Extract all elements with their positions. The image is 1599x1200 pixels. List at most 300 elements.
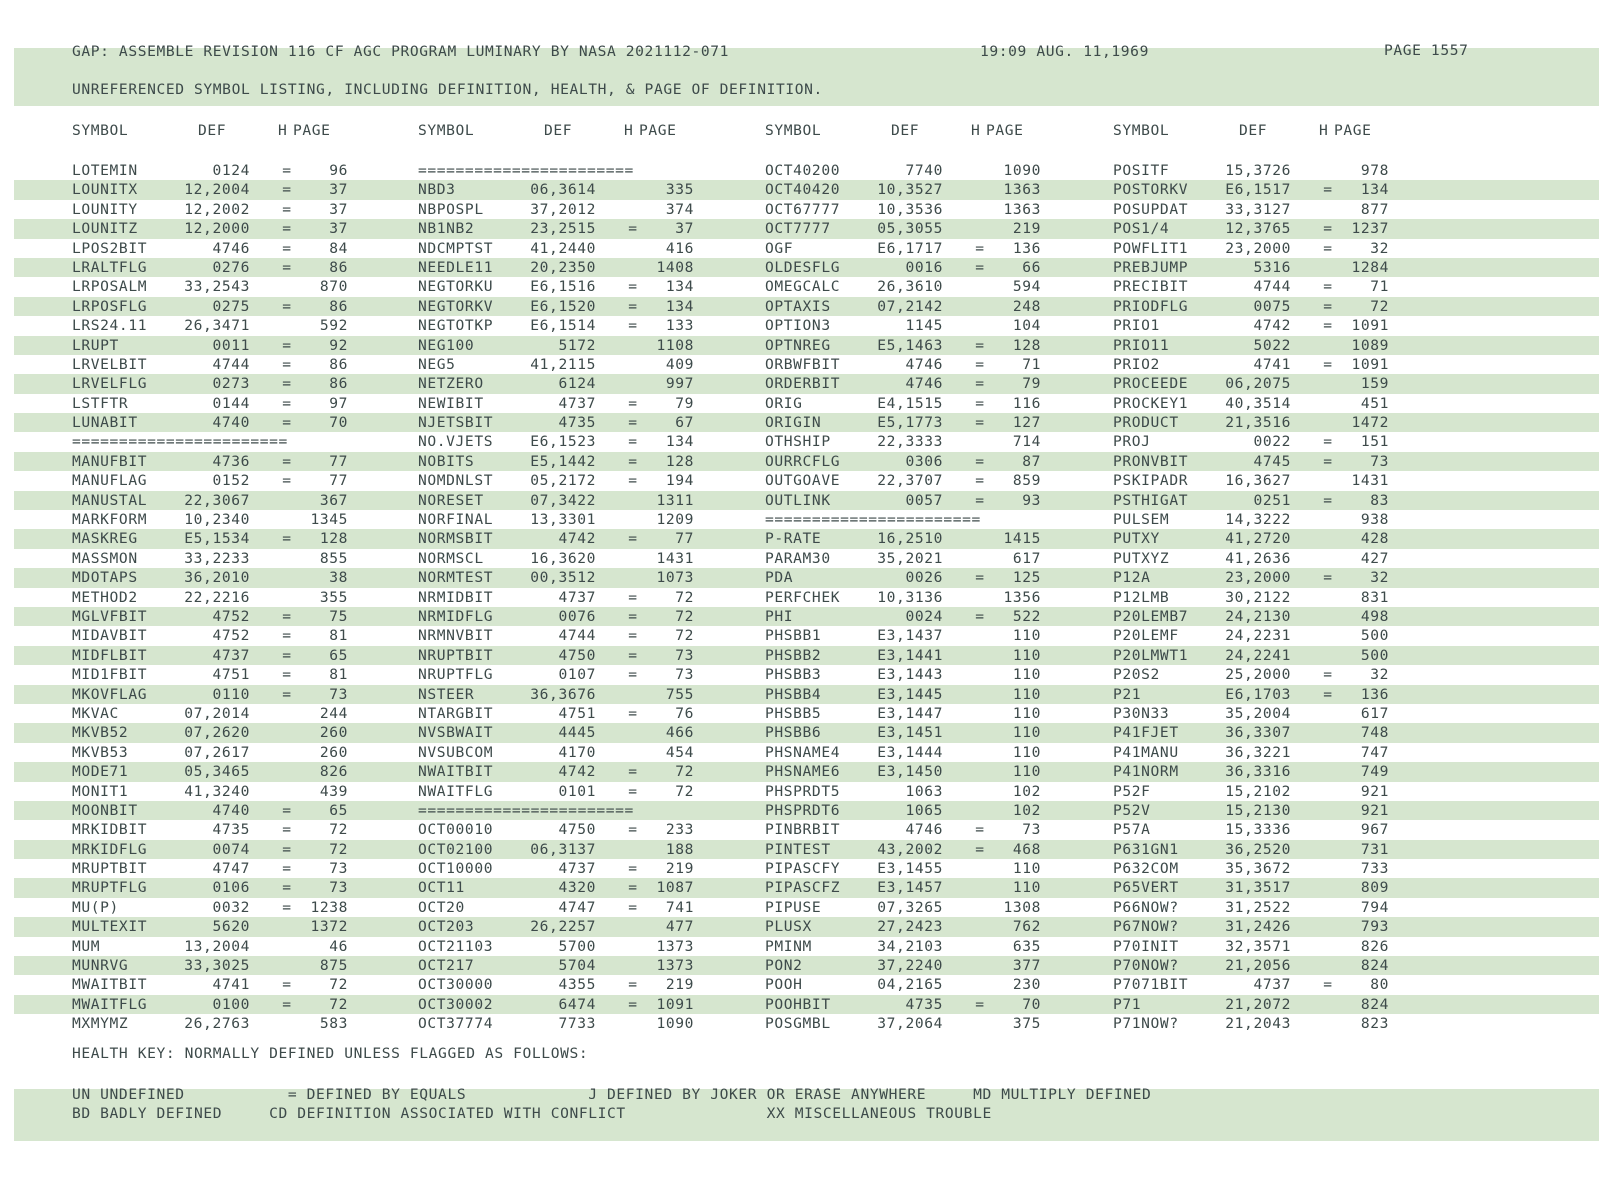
symbol-name: OMEGCALC bbox=[765, 278, 841, 296]
page-ref: 77 bbox=[675, 530, 694, 548]
symbol-name: MODE71 bbox=[72, 763, 129, 781]
health-flag: = bbox=[628, 220, 638, 238]
page-ref: 1090 bbox=[656, 1015, 694, 1033]
page-ref: 1345 bbox=[310, 511, 348, 529]
page-ref: 73 bbox=[1022, 821, 1041, 839]
page-ref: 731 bbox=[1360, 840, 1389, 858]
page-ref: 128 bbox=[665, 452, 694, 470]
listing-subtitle: UNREFERENCED SYMBOL LISTING, INCLUDING DEFINITION, HEALTH, & PAGE OF DEFINITION. bbox=[72, 81, 823, 98]
health-flag: = bbox=[282, 220, 292, 238]
symbol-def: 4750 bbox=[558, 646, 596, 664]
symbol-name: PHSBB5 bbox=[765, 704, 822, 722]
symbol-name: OCT00010 bbox=[418, 821, 494, 839]
symbol-def: 33,3127 bbox=[1225, 200, 1291, 218]
page-ref: 451 bbox=[1360, 394, 1389, 412]
symbol-def: 4735 bbox=[212, 821, 250, 839]
page-ref: 86 bbox=[329, 297, 348, 315]
symbol-def: E6,1717 bbox=[877, 239, 943, 257]
symbol-name: POOHBIT bbox=[765, 995, 831, 1013]
symbol-def: 12,2002 bbox=[184, 200, 250, 218]
symbol-def: 4736 bbox=[212, 452, 250, 470]
symbol-def: 4320 bbox=[558, 879, 596, 897]
health-flag: = bbox=[282, 181, 292, 199]
page-ref: 37 bbox=[329, 220, 348, 238]
health-flag: = bbox=[282, 646, 292, 664]
symbol-name: NEG5 bbox=[418, 355, 456, 373]
symbol-name: MULTEXIT bbox=[72, 918, 148, 936]
symbol-name: OPTAXIS bbox=[765, 297, 831, 315]
page-ref: 128 bbox=[1012, 336, 1041, 354]
symbol-name: MRKIDFLG bbox=[72, 840, 148, 858]
page-ref: 71 bbox=[1370, 278, 1389, 296]
page-ref: 592 bbox=[319, 317, 348, 335]
page-ref: 102 bbox=[1012, 801, 1041, 819]
page-ref: 79 bbox=[1022, 375, 1041, 393]
health-flag: = bbox=[628, 472, 638, 490]
health-flag: = bbox=[975, 607, 985, 625]
symbol-name: POSTORKV bbox=[1113, 181, 1189, 199]
health-flag: = bbox=[282, 336, 292, 354]
health-flag: = bbox=[975, 355, 985, 373]
symbol-name: PHI bbox=[765, 607, 794, 625]
symbol-name: PROCKEY1 bbox=[1113, 394, 1189, 412]
symbol-def: 4737 bbox=[212, 646, 250, 664]
symbol-name: PROJ bbox=[1113, 433, 1151, 451]
page-ref: 110 bbox=[1012, 704, 1041, 722]
page-ref: 76 bbox=[675, 704, 694, 722]
symbol-def: 21,2072 bbox=[1225, 995, 1291, 1013]
symbol-name: LOUNITZ bbox=[72, 220, 138, 238]
symbol-def: 5620 bbox=[212, 918, 250, 936]
symbol-name: NWAITBIT bbox=[418, 763, 494, 781]
table-row bbox=[0, 277, 1599, 296]
table-row bbox=[14, 878, 1599, 897]
health-flag: = bbox=[1323, 491, 1333, 509]
health-flag: = bbox=[1323, 433, 1333, 451]
symbol-name: P21 bbox=[1113, 685, 1142, 703]
column-headers bbox=[0, 122, 1599, 144]
page-ref: 230 bbox=[1012, 976, 1041, 994]
table-row bbox=[0, 200, 1599, 219]
symbol-name: MDOTAPS bbox=[72, 569, 138, 587]
page-ref: 37 bbox=[329, 200, 348, 218]
health-flag: = bbox=[628, 782, 638, 800]
symbol-def: 4170 bbox=[558, 743, 596, 761]
page-ref: 73 bbox=[675, 666, 694, 684]
page-ref: 793 bbox=[1360, 918, 1389, 936]
symbol-def: 26,2763 bbox=[184, 1015, 250, 1033]
table-row bbox=[0, 975, 1599, 994]
table-row bbox=[0, 510, 1599, 529]
page-ref: 938 bbox=[1360, 511, 1389, 529]
page-ref: 498 bbox=[1360, 607, 1389, 625]
symbol-name: PERFCHEK bbox=[765, 588, 841, 606]
symbol-def: 16,3620 bbox=[530, 549, 596, 567]
symbol-def: 36,3676 bbox=[530, 685, 596, 703]
symbol-name: ORIGIN bbox=[765, 414, 822, 432]
symbol-def: 15,3336 bbox=[1225, 821, 1291, 839]
column-header-def: DEF bbox=[544, 122, 573, 139]
page-ref: 823 bbox=[1360, 1015, 1389, 1033]
symbol-def: 13,2004 bbox=[184, 937, 250, 955]
symbol-name: P70INIT bbox=[1113, 937, 1179, 955]
symbol-name: MANUSTAL bbox=[72, 491, 148, 509]
page-ref: 877 bbox=[1360, 200, 1389, 218]
page-ref: 416 bbox=[665, 239, 694, 257]
section-separator: ======================= bbox=[418, 801, 634, 819]
symbol-def: 6474 bbox=[558, 995, 596, 1013]
symbol-name: PSTHIGAT bbox=[1113, 491, 1189, 509]
symbol-def: 24,2130 bbox=[1225, 607, 1291, 625]
page-ref: 96 bbox=[329, 162, 348, 179]
table-row bbox=[0, 859, 1599, 878]
symbol-def: 0011 bbox=[212, 336, 250, 354]
symbol-name: NRMIDBIT bbox=[418, 588, 494, 606]
column-header-h: H bbox=[624, 122, 634, 139]
symbol-def: 35,3672 bbox=[1225, 860, 1291, 878]
symbol-def: 31,2426 bbox=[1225, 918, 1291, 936]
table-row bbox=[14, 219, 1599, 238]
symbol-name: OLDESFLG bbox=[765, 258, 841, 276]
health-flag: = bbox=[1323, 569, 1333, 587]
page-ref: 219 bbox=[665, 976, 694, 994]
symbol-name: OUTLINK bbox=[765, 491, 831, 509]
table-row bbox=[0, 1014, 1599, 1033]
page-ref: 102 bbox=[1012, 782, 1041, 800]
symbol-def: E3,1450 bbox=[877, 763, 943, 781]
table-row bbox=[0, 355, 1599, 374]
symbol-def: 22,3067 bbox=[184, 491, 250, 509]
symbol-def: 4751 bbox=[212, 666, 250, 684]
symbol-def: 37,2012 bbox=[530, 200, 596, 218]
symbol-name: P41FJET bbox=[1113, 724, 1179, 742]
symbol-def: 24,2241 bbox=[1225, 646, 1291, 664]
page-ref: 244 bbox=[319, 704, 348, 722]
page-ref: 110 bbox=[1012, 743, 1041, 761]
page-ref: 72 bbox=[329, 995, 348, 1013]
page-ref: 110 bbox=[1012, 666, 1041, 684]
symbol-def: 04,2165 bbox=[877, 976, 943, 994]
page-ref: 1372 bbox=[310, 918, 348, 936]
symbol-name: POWFLIT1 bbox=[1113, 239, 1189, 257]
symbol-def: 43,2002 bbox=[877, 840, 943, 858]
page-ref: 87 bbox=[1022, 452, 1041, 470]
symbol-name: MRUPTBIT bbox=[72, 860, 148, 878]
symbol-def: 07,2620 bbox=[184, 724, 250, 742]
symbol-def: 16,2510 bbox=[877, 530, 943, 548]
table-row bbox=[14, 568, 1599, 587]
health-flag: = bbox=[1323, 297, 1333, 315]
page-ref: 73 bbox=[675, 646, 694, 664]
table-row bbox=[14, 762, 1599, 781]
table-row bbox=[0, 239, 1599, 258]
page-ref: 72 bbox=[675, 607, 694, 625]
symbol-def: 23,2000 bbox=[1225, 569, 1291, 587]
symbol-def: 05,2172 bbox=[530, 472, 596, 490]
health-flag: = bbox=[282, 239, 292, 257]
symbol-name: LSTFTR bbox=[72, 394, 129, 412]
table-row bbox=[0, 588, 1599, 607]
symbol-def: 23,2000 bbox=[1225, 239, 1291, 257]
symbol-def: 22,3707 bbox=[877, 472, 943, 490]
page-ref: 997 bbox=[665, 375, 694, 393]
symbol-def: 41,2115 bbox=[530, 355, 596, 373]
page-ref: 855 bbox=[319, 549, 348, 567]
health-flag: = bbox=[1323, 317, 1333, 335]
health-flag: = bbox=[975, 452, 985, 470]
symbol-def: 4742 bbox=[558, 530, 596, 548]
page-ref: 71 bbox=[1022, 355, 1041, 373]
symbol-def: 35,2004 bbox=[1225, 704, 1291, 722]
symbol-def: 0057 bbox=[905, 491, 943, 509]
section-separator: ======================= bbox=[72, 433, 288, 451]
health-flag: = bbox=[628, 588, 638, 606]
symbol-name: PIPUSE bbox=[765, 898, 822, 916]
health-flag: = bbox=[1323, 355, 1333, 373]
page-ref: 66 bbox=[1022, 258, 1041, 276]
symbol-def: 0076 bbox=[558, 607, 596, 625]
table-row bbox=[14, 646, 1599, 665]
symbol-name: MRUPTFLG bbox=[72, 879, 148, 897]
table-row bbox=[0, 394, 1599, 413]
symbol-def: 36,3316 bbox=[1225, 763, 1291, 781]
health-key-title: HEALTH KEY: NORMALLY DEFINED UNLESS FLAGGED AS FOLLOWS: bbox=[72, 1045, 589, 1062]
symbol-name: OCT40420 bbox=[765, 181, 841, 199]
symbol-name: MANUFBIT bbox=[72, 452, 148, 470]
symbol-def: 0276 bbox=[212, 258, 250, 276]
symbol-name: P70NOW? bbox=[1113, 957, 1179, 975]
page-ref: 134 bbox=[665, 433, 694, 451]
symbol-name: MUNRVG bbox=[72, 957, 129, 975]
page-ref: 374 bbox=[665, 200, 694, 218]
symbol-def: E6,1517 bbox=[1225, 181, 1291, 199]
symbol-name: OCT37774 bbox=[418, 1015, 494, 1033]
symbol-name: PHSBB2 bbox=[765, 646, 822, 664]
page-ref: 1408 bbox=[656, 258, 694, 276]
table-row bbox=[14, 180, 1599, 199]
page-ref: 1091 bbox=[656, 995, 694, 1013]
symbol-def: 4742 bbox=[1253, 317, 1291, 335]
symbol-name: P66NOW? bbox=[1113, 898, 1179, 916]
table-row bbox=[0, 782, 1599, 801]
page-ref: 749 bbox=[1360, 763, 1389, 781]
page-ref: 466 bbox=[665, 724, 694, 742]
symbol-def: 0152 bbox=[212, 472, 250, 490]
symbol-name: OURRCFLG bbox=[765, 452, 841, 470]
page-ref: 859 bbox=[1012, 472, 1041, 490]
symbol-def: 0074 bbox=[212, 840, 250, 858]
page-ref: 77 bbox=[329, 472, 348, 490]
page-ref: 617 bbox=[1012, 549, 1041, 567]
symbol-name: P41NORM bbox=[1113, 763, 1179, 781]
symbol-name: P65VERT bbox=[1113, 879, 1179, 897]
table-row bbox=[14, 956, 1599, 975]
symbol-name: NOBITS bbox=[418, 452, 475, 470]
page-ref: 1073 bbox=[656, 569, 694, 587]
symbol-name: LPOS2BIT bbox=[72, 239, 148, 257]
page-ref: 72 bbox=[675, 782, 694, 800]
page-ref: 32 bbox=[1370, 569, 1389, 587]
page-ref: 233 bbox=[665, 821, 694, 839]
page-ref: 1308 bbox=[1003, 898, 1041, 916]
symbol-name: LRVELFLG bbox=[72, 375, 148, 393]
symbol-name: OCT21103 bbox=[418, 937, 494, 955]
symbol-name: PRIO11 bbox=[1113, 336, 1170, 354]
page-ref: 73 bbox=[329, 860, 348, 878]
symbol-def: 07,3422 bbox=[530, 491, 596, 509]
symbol-def: 4737 bbox=[558, 588, 596, 606]
page-ref: 219 bbox=[1012, 220, 1041, 238]
column-header-h: H bbox=[971, 122, 981, 139]
symbol-name: PIPASCFY bbox=[765, 860, 841, 878]
page-ref: 72 bbox=[675, 627, 694, 645]
page-ref: 159 bbox=[1360, 375, 1389, 393]
symbol-name: LRS24.11 bbox=[72, 317, 148, 335]
page-ref: 755 bbox=[665, 685, 694, 703]
column-header-def: DEF bbox=[1239, 122, 1268, 139]
table-row bbox=[14, 491, 1599, 510]
symbol-name: MONIT1 bbox=[72, 782, 129, 800]
page-ref: 375 bbox=[1012, 1015, 1041, 1033]
health-flag: = bbox=[1323, 666, 1333, 684]
symbol-def: 06,3137 bbox=[530, 840, 596, 858]
symbol-name: PIPASCFZ bbox=[765, 879, 841, 897]
health-flag: = bbox=[975, 414, 985, 432]
health-flag: = bbox=[628, 530, 638, 548]
page-ref: 714 bbox=[1012, 433, 1041, 451]
symbol-name: PRECIBIT bbox=[1113, 278, 1189, 296]
symbol-name: NDCMPTST bbox=[418, 239, 494, 257]
column-header-symbol: SYMBOL bbox=[72, 122, 129, 139]
page-ref: 824 bbox=[1360, 995, 1389, 1013]
symbol-name: OGF bbox=[765, 239, 794, 257]
page-ref: 1091 bbox=[1351, 355, 1389, 373]
page-ref: 127 bbox=[1012, 414, 1041, 432]
symbol-name: MARKFORM bbox=[72, 511, 148, 529]
symbol-name: MUM bbox=[72, 937, 101, 955]
symbol-def: 4746 bbox=[212, 239, 250, 257]
health-flag: = bbox=[628, 394, 638, 412]
symbol-name: LRVELBIT bbox=[72, 355, 148, 373]
symbol-name: NRUPTBIT bbox=[418, 646, 494, 664]
health-flag: = bbox=[282, 627, 292, 645]
symbol-def: 41,3240 bbox=[184, 782, 250, 800]
health-flag: = bbox=[282, 452, 292, 470]
symbol-def: 22,2216 bbox=[184, 588, 250, 606]
symbol-name: MKVB52 bbox=[72, 724, 129, 742]
symbol-def: E3,1441 bbox=[877, 646, 943, 664]
page-ref: 794 bbox=[1360, 898, 1389, 916]
symbol-name: NEG100 bbox=[418, 336, 475, 354]
symbol-name: LRPOSALM bbox=[72, 278, 148, 296]
page-ref: 125 bbox=[1012, 569, 1041, 587]
symbol-def: 41,2636 bbox=[1225, 549, 1291, 567]
symbol-name: PINTEST bbox=[765, 840, 831, 858]
symbol-def: 4445 bbox=[558, 724, 596, 742]
symbol-def: 4744 bbox=[558, 627, 596, 645]
symbol-name: POS1/4 bbox=[1113, 220, 1170, 238]
symbol-def: E6,1703 bbox=[1225, 685, 1291, 703]
symbol-def: 0026 bbox=[905, 569, 943, 587]
page-ref: 72 bbox=[675, 763, 694, 781]
health-flag: = bbox=[1323, 452, 1333, 470]
symbol-name: NJETSBIT bbox=[418, 414, 494, 432]
symbol-def: 36,2010 bbox=[184, 569, 250, 587]
symbol-def: 12,2000 bbox=[184, 220, 250, 238]
symbol-def: 0075 bbox=[1253, 297, 1291, 315]
symbol-def: E5,1442 bbox=[530, 452, 596, 470]
symbol-def: 0100 bbox=[212, 995, 250, 1013]
symbol-name: P57A bbox=[1113, 821, 1151, 839]
page-ref: 86 bbox=[329, 355, 348, 373]
symbol-def: 22,3333 bbox=[877, 433, 943, 451]
symbol-def: 36,3221 bbox=[1225, 743, 1291, 761]
symbol-def: 4745 bbox=[1253, 452, 1291, 470]
symbol-name: NRMNVBIT bbox=[418, 627, 494, 645]
symbol-def: 15,3726 bbox=[1225, 162, 1291, 179]
page-ref: 260 bbox=[319, 743, 348, 761]
table-row bbox=[14, 529, 1599, 548]
symbol-def: 0306 bbox=[905, 452, 943, 470]
health-flag: = bbox=[282, 297, 292, 315]
symbol-def: 31,2522 bbox=[1225, 898, 1291, 916]
symbol-name: OTHSHIP bbox=[765, 433, 831, 451]
symbol-def: 15,2130 bbox=[1225, 801, 1291, 819]
health-flag: = bbox=[628, 646, 638, 664]
symbol-def: E3,1451 bbox=[877, 724, 943, 742]
page-ref: 377 bbox=[1012, 957, 1041, 975]
health-flag: = bbox=[628, 860, 638, 878]
symbol-name: PUTXYZ bbox=[1113, 549, 1170, 567]
symbol-name: POSUPDAT bbox=[1113, 200, 1189, 218]
page-ref: 1415 bbox=[1003, 530, 1041, 548]
symbol-def: 5022 bbox=[1253, 336, 1291, 354]
symbol-def: E5,1463 bbox=[877, 336, 943, 354]
page-ref: 110 bbox=[1012, 724, 1041, 742]
symbol-def: 5316 bbox=[1253, 258, 1291, 276]
health-flag: = bbox=[975, 821, 985, 839]
page-ref: 733 bbox=[1360, 860, 1389, 878]
page-ref: 73 bbox=[1370, 452, 1389, 470]
health-flag: = bbox=[1323, 239, 1333, 257]
page-ref: 37 bbox=[675, 220, 694, 238]
health-flag: = bbox=[282, 685, 292, 703]
symbol-def: 4737 bbox=[1253, 976, 1291, 994]
page-ref: 110 bbox=[1012, 879, 1041, 897]
symbol-name: NVSBWAIT bbox=[418, 724, 494, 742]
page-ref: 1108 bbox=[656, 336, 694, 354]
column-header-def: DEF bbox=[198, 122, 227, 139]
page-ref: 1284 bbox=[1351, 258, 1389, 276]
symbol-def: 10,2340 bbox=[184, 511, 250, 529]
page-ref: 110 bbox=[1012, 627, 1041, 645]
page-header: GAP: ASSEMBLE REVISION 116 CF AGC PROGRAM LUMINARY BY NASA 2021112-071 bbox=[72, 43, 730, 60]
page-ref: 77 bbox=[329, 452, 348, 470]
symbol-def: 0106 bbox=[212, 879, 250, 897]
symbol-def: E3,1437 bbox=[877, 627, 943, 645]
page-ref: 747 bbox=[1360, 743, 1389, 761]
symbol-name: P30N33 bbox=[1113, 704, 1170, 722]
symbol-def: 40,3514 bbox=[1225, 394, 1291, 412]
symbol-name: OCT30002 bbox=[418, 995, 494, 1013]
column-header-symbol: SYMBOL bbox=[418, 122, 475, 139]
page-ref: 748 bbox=[1360, 724, 1389, 742]
health-flag: = bbox=[628, 433, 638, 451]
symbol-def: 0022 bbox=[1253, 433, 1291, 451]
page-ref: 870 bbox=[319, 278, 348, 296]
page-ref: 70 bbox=[1022, 995, 1041, 1013]
page-ref: 70 bbox=[329, 414, 348, 432]
